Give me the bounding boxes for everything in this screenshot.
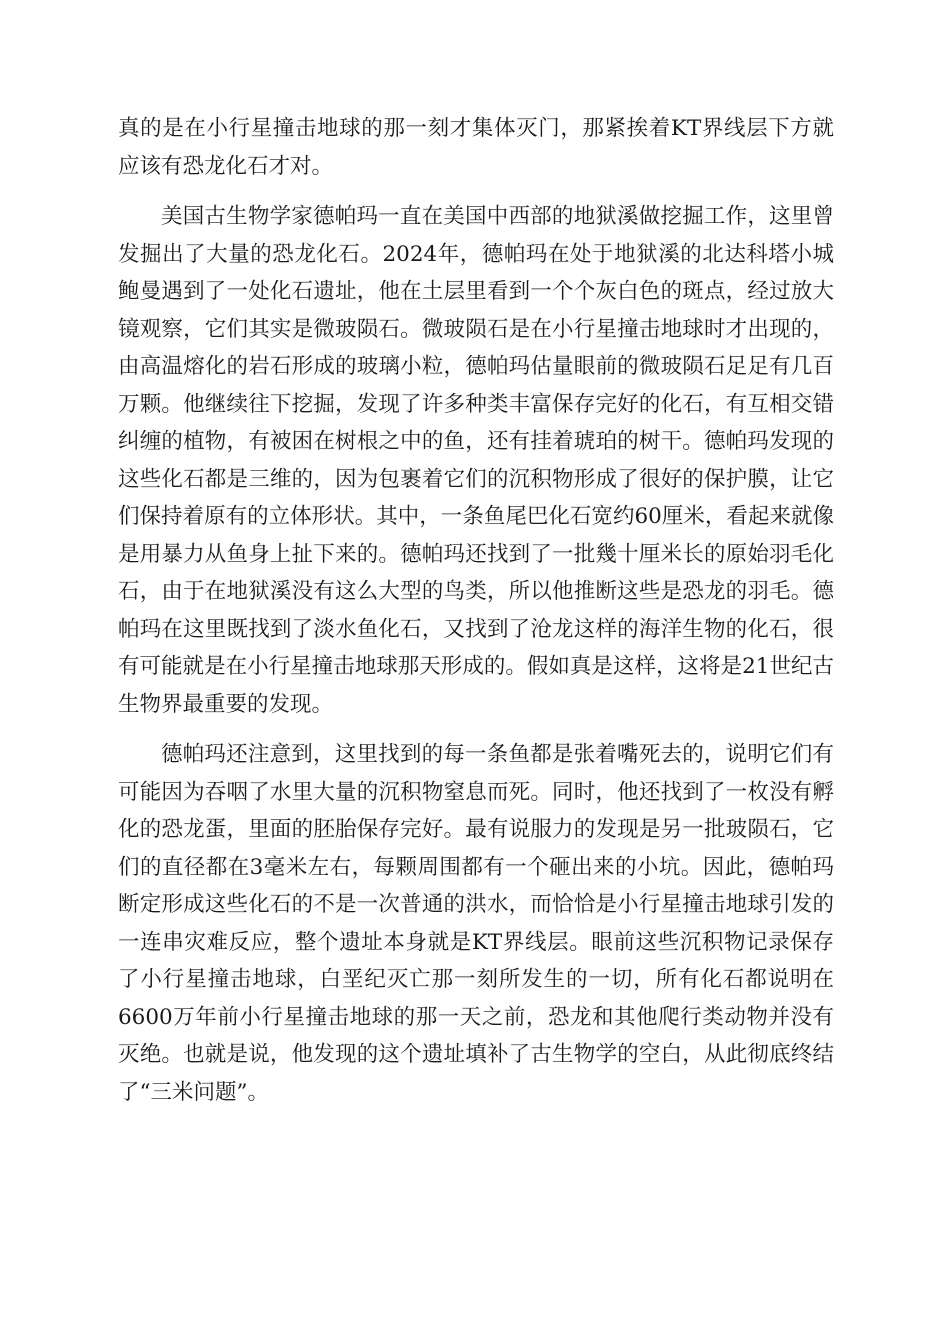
document-page [118,110,834,1111]
paragraph-1: 真的是在小行星撞击地球的那一刻才集体灭门，那紧挨着KT界线层下方就应该有恐龙化石才对。 [118,116,834,179]
paragraph-3: 德帕玛还注意到，这里找到的每一条鱼都是张着嘴死去的，说明它们有可能因为吞咽了水里大量的沉积物窒息而死。同时，他还找到了一枚没有孵化的恐龙蛋，里面的胚胎保存完好。最有说服力的发现是另一批玻陨石，它们的直径都在3毫米左右，每颗周围都有一个砸出来的小坑。因此，德帕玛断定形成这些化石的不是一次普通的洪水，而恰恰是小行星撞击地球引发的一连串灾难反应，整个遗址本身就是KT界线层。眼前这些沉积物记录保存了小行星撞击地球，白垩纪灭亡那一刻所发生的一切，所有化石都说明在6600万年前小行星撞击地球的那一天之前，恐龙和其他爬行类动物并没有灭绝。也就是说，他发现的这个遗址填补了古生物学的空白，从此彻底终结了“三米问题”。 [118,742,834,1105]
paragraph-2: 美国古生物学家德帕玛一直在美国中西部的地狱溪做挖掘工作，这里曾发掘出了大量的恐龙化石。2024年，德帕玛在处于地狱溪的北达科塔小城鲍曼遇到了一处化石遗址，他在土层里看到一个个灰白色的斑点，经过放大镜观察，它们其实是微玻陨石。微玻陨石是在小行星撞击地球时才出现的，由高温熔化的岩石形成的玻璃小粒，德帕玛估量眼前的微玻陨石足足有几百万颗。他继续往下挖掘，发现了许多种类丰富保存完好的化石，有互相交错纠缠的植物，有被困在树根之中的鱼，还有挂着琥珀的树干。德帕玛发现的这些化石都是三维的，因为包裹着它们的沉积物形成了很好的保护膜，让它们保持着原有的立体形状。其中，一条鱼尾巴化石宽约60厘米，看起来就像是用暴力从鱼身上扯下来的。德帕玛还找到了一批幾十厘米长的原始羽毛化石，由于在地狱溪没有这么大型的鸟类，所以他推断这些是恐龙的羽毛。德帕玛在这里既找到了淡水鱼化石，又找到了沧龙这样的海洋生物的化石，很有可能就是在小行星撞击地球那天形成的。假如真是这样，这将是21世纪古生物界最重要的发现。 [118,204,834,717]
